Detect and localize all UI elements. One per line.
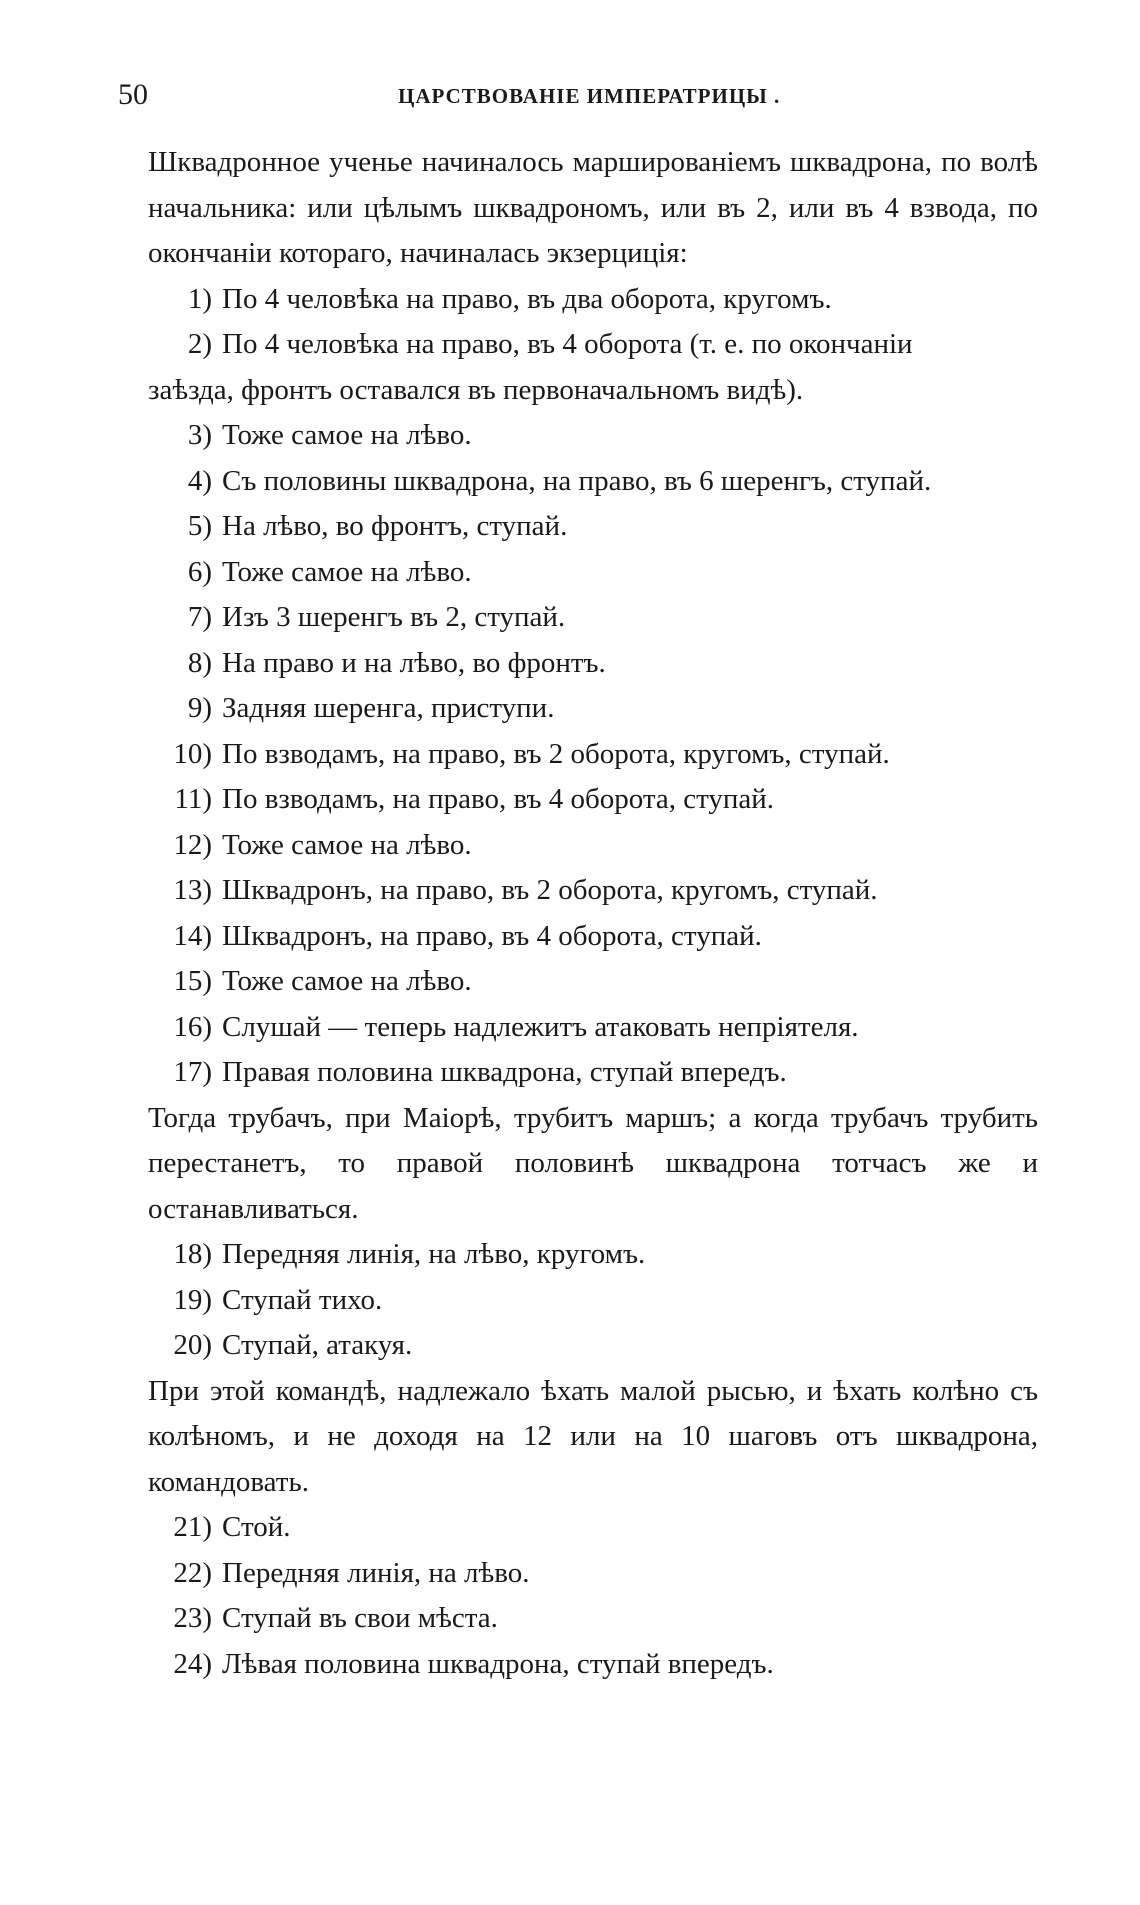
item-text: Задняя шеренга, приступи. bbox=[222, 692, 555, 724]
item-text: Тоже самое на лѣво. bbox=[222, 965, 472, 997]
item-number: 3) bbox=[187, 419, 212, 451]
item-text: Ступай, атакуя. bbox=[222, 1329, 413, 1361]
command-paragraph: При этой командѣ, надлежало ѣхать малой рысью, и ѣхать колѣно съ колѣномъ, и не доходя на 12 или на 10 шаговъ отъ шквадрона, командовать. bbox=[148, 1374, 1038, 1498]
item-text: Передняя линія, на лѣво, кругомъ. bbox=[222, 1238, 646, 1270]
item-text: По взводамъ, на право, въ 4 оборота, ступай. bbox=[222, 783, 775, 815]
list-item bbox=[148, 550, 1038, 596]
item-text: Шквадронъ, на право, въ 4 оборота, ступай. bbox=[222, 919, 762, 952]
exercise-list-c bbox=[148, 1505, 1038, 1687]
item-number: 19) bbox=[173, 1283, 212, 1316]
item-number: 15) bbox=[173, 965, 212, 997]
list-item bbox=[148, 1005, 1038, 1051]
list-item bbox=[148, 1323, 1038, 1369]
list-item bbox=[148, 1505, 1038, 1551]
item-number: 9) bbox=[187, 692, 212, 724]
item-text: Шквадронъ, на право, въ 2 оборота, кругомъ, ступай. bbox=[222, 874, 878, 906]
list-item bbox=[148, 641, 1038, 687]
item-number: 24) bbox=[173, 1647, 212, 1680]
item-text: По взводамъ, на право, въ 2 оборота, кругомъ, ступай. bbox=[222, 737, 890, 770]
item-text: Съ половины шквадрона, на право, въ 6 шеренгъ, ступай. bbox=[222, 464, 932, 497]
item-number: 18) bbox=[173, 1238, 212, 1270]
page-body bbox=[148, 140, 1038, 1687]
item-text: Правая половина шквадрона, ступай впередъ. bbox=[222, 1056, 787, 1088]
item-number: 10) bbox=[173, 737, 212, 770]
item-number: 2) bbox=[187, 328, 212, 360]
item-number: 16) bbox=[173, 1010, 212, 1043]
item-number: 6) bbox=[187, 555, 212, 588]
exercise-list-b bbox=[148, 1232, 1038, 1369]
item-text: Лѣвая половина шквадрона, ступай впередъ. bbox=[222, 1647, 774, 1680]
list-item bbox=[148, 777, 1038, 823]
trumpeter-paragraph: Тогда трубачъ, при Маіорѣ, трубитъ маршъ; а когда трубачъ трубить перестанетъ, то правой половинѣ шквадрона тотчасъ же и останавливаться. bbox=[148, 1101, 1038, 1225]
item-number: 12) bbox=[173, 828, 212, 861]
item-number: 20) bbox=[173, 1329, 212, 1361]
item-text: Передняя линія, на лѣво. bbox=[222, 1556, 530, 1589]
item-number: 22) bbox=[173, 1556, 212, 1589]
list-item bbox=[148, 959, 1038, 1005]
item-number: 17) bbox=[173, 1056, 212, 1088]
list-item bbox=[148, 413, 1038, 459]
list-item bbox=[148, 459, 1038, 505]
list-item bbox=[148, 1596, 1038, 1642]
item-text: На право и на лѣво, во фронтъ. bbox=[222, 646, 606, 679]
list-item bbox=[148, 504, 1038, 550]
list-item bbox=[148, 595, 1038, 641]
item-text: Тоже самое на лѣво. bbox=[222, 555, 472, 588]
list-item bbox=[148, 686, 1038, 732]
item-number: 7) bbox=[187, 601, 212, 633]
list-item bbox=[148, 823, 1038, 869]
item-number: 14) bbox=[173, 919, 212, 952]
item-text: Ступай тихо. bbox=[222, 1283, 383, 1316]
item-text: По 4 человѣка на право, въ два оборота, кругомъ. bbox=[222, 282, 832, 315]
item-text: На лѣво, во фронтъ, ступай. bbox=[222, 510, 568, 542]
item-number: 21) bbox=[173, 1511, 212, 1543]
item-number: 11) bbox=[174, 783, 212, 815]
exercise-list-a bbox=[148, 277, 1038, 1096]
list-item bbox=[148, 868, 1038, 914]
item-text: Ступай въ свои мѣста. bbox=[222, 1602, 498, 1634]
item-text: Изъ 3 шеренгъ въ 2, ступай. bbox=[222, 601, 566, 633]
item-number: 1) bbox=[187, 282, 212, 315]
item-text: Стой. bbox=[222, 1511, 291, 1543]
item-number: 23) bbox=[173, 1602, 212, 1634]
list-item bbox=[148, 1278, 1038, 1324]
list-item bbox=[148, 732, 1038, 778]
running-title: ЦАРСТВОВАНІЕ ИМПЕРАТРИЦЫ . bbox=[398, 84, 781, 108]
page-header bbox=[118, 78, 1038, 118]
item-text: Слушай — теперь надлежитъ атаковать непріятеля. bbox=[222, 1010, 859, 1043]
list-item bbox=[148, 1551, 1038, 1597]
item-continuation: заѣзда, фронтъ оставался въ первоначальномъ видѣ). bbox=[148, 373, 804, 406]
list-item bbox=[148, 1232, 1038, 1278]
item-text: По 4 человѣка на право, въ 4 оборота (т. е. по окончаніи bbox=[222, 328, 913, 360]
item-number: 4) bbox=[187, 464, 212, 497]
item-number: 5) bbox=[187, 510, 212, 542]
list-item bbox=[148, 914, 1038, 960]
item-text: Тоже самое на лѣво. bbox=[222, 419, 472, 451]
page-number: 50 bbox=[118, 78, 148, 111]
item-number: 8) bbox=[187, 646, 212, 679]
list-item bbox=[148, 1050, 1038, 1096]
item-text: Тоже самое на лѣво. bbox=[222, 828, 472, 861]
list-item bbox=[148, 322, 1038, 413]
list-item bbox=[148, 1642, 1038, 1688]
item-number: 13) bbox=[173, 874, 212, 906]
intro-paragraph: Шквадронное ученье начиналось маршированіемъ шквадрона, по волѣ начальника: или цѣлымъ шквадрономъ, или въ 2, или въ 4 взвода, по окончаніи котораго, начиналась экзерциція: bbox=[148, 146, 1038, 269]
list-item bbox=[148, 277, 1038, 323]
